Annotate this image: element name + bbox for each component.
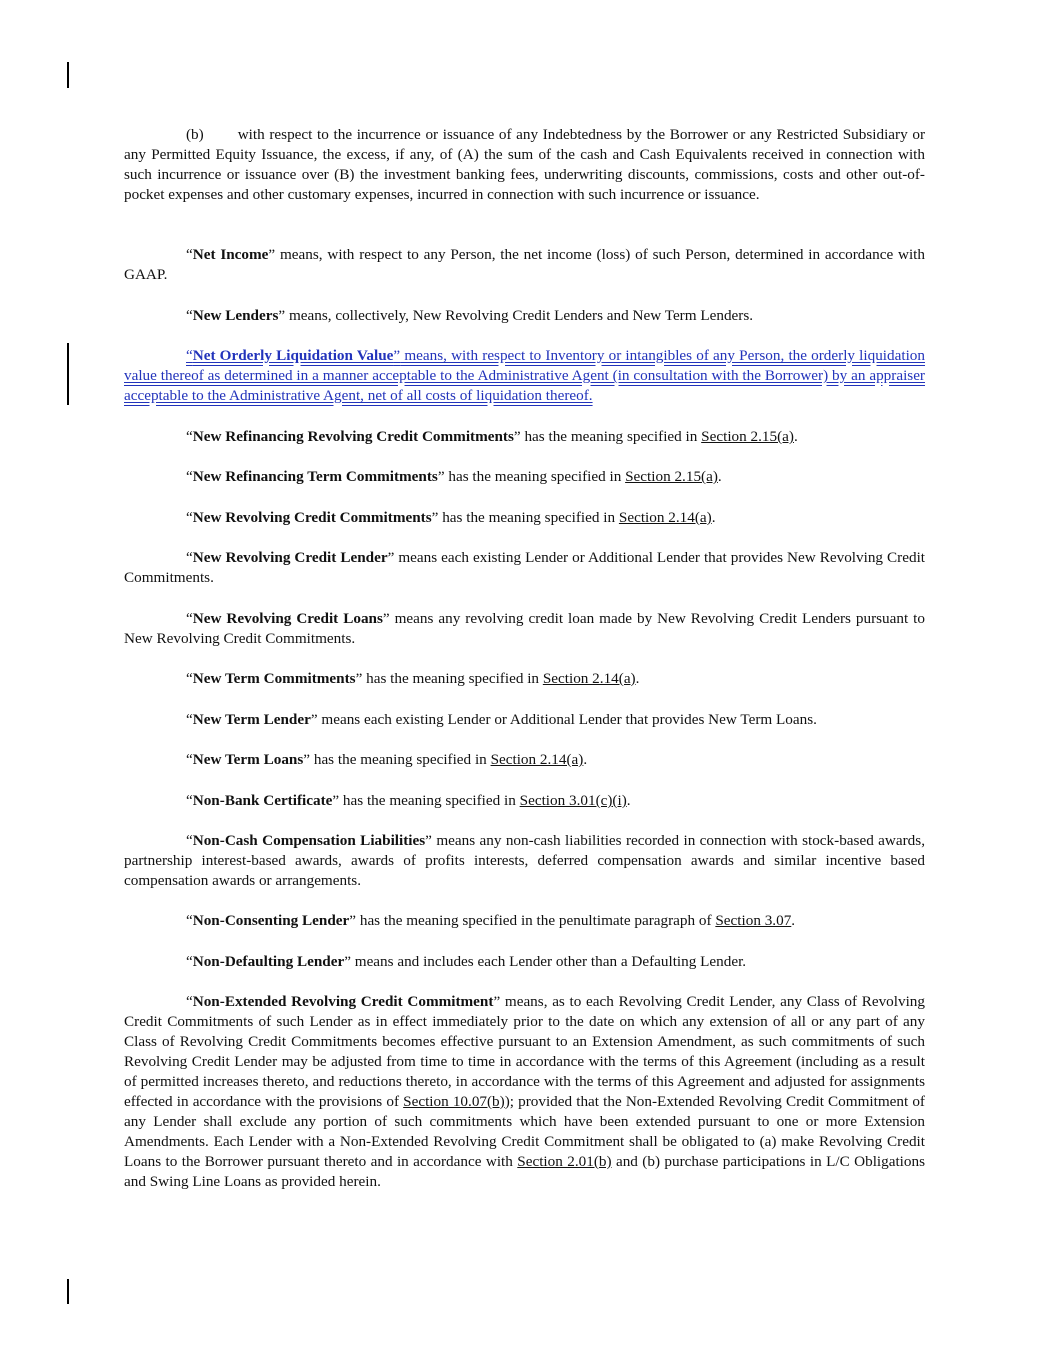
definition-text: means each existing Lender or Additional Lender that provides New Term Loans.	[317, 711, 817, 728]
defined-term: New Refinancing Term Commitments	[192, 468, 438, 485]
defined-term: Non-Extended Revolving Credit Commitment	[192, 993, 494, 1010]
change-bar-bottom	[67, 1279, 69, 1304]
definition-non-bank-certificate: “Non-Bank Certificate” has the meaning specified in Section 3.01(c)(i).	[186, 792, 631, 809]
section-reference: Section 2.14(a)	[490, 751, 584, 768]
section-reference: Section 2.15(a)	[701, 428, 794, 445]
defined-term: Non-Consenting Lender	[192, 912, 350, 929]
definition-text: and (b) purchase participations in L/C Obligations and Swing Line Loans as provided herein.	[124, 1153, 926, 1190]
definition-text: means any revolving credit loan made by New Revolving Credit Lenders pursuant to New Revolving Credit Commitments.	[124, 610, 925, 647]
definition-text: means, collectively, New Revolving Credit Lenders and New Term Lenders.	[285, 307, 754, 324]
change-bar-revision	[67, 343, 69, 405]
definition-net-income: “Net Income” means, with respect to any Person, the net income (loss) of such Person, determined in accordance with GAAP.	[124, 246, 925, 283]
section-reference: Section 2.14(a)	[618, 509, 712, 526]
definition-text: means, as to each Revolving Credit Lender, any Class of Revolving Credit Commitments of such Lender as in effect immediately prior to the date on which any extension of all or any part of any Class of Revolving Credit Commitments becomes effective pursuant to an Extension Amendment, as such commitments of such Revolving Credit Lender may be adjusted from time to time in accordance with the terms of this Agreement (including as a result of permitted increases thereto, and reductions thereto, in accordance with the terms of this Agreement and adjusted for assignments effected in accordance with the provisions of	[124, 993, 925, 1110]
defined-term: New Revolving Credit Commitments	[192, 509, 432, 526]
definition-new-revolving-credit-loans: “New Revolving Credit Loans” means any revolving credit loan made by New Revolving Credit Lenders pursuant to New Revolving Credit Commitments.	[124, 610, 925, 647]
definition-new-revolving-credit-lender: “New Revolving Credit Lender” means each existing Lender or Additional Lender that provides New Revolving Credit Commitments.	[124, 549, 926, 586]
punctuation: .	[791, 912, 796, 929]
definition-new-term-commitments: “New Term Commitments” has the meaning specified in Section 2.14(a).	[186, 670, 640, 687]
definition-new-refinancing-term-commitments: “New Refinancing Term Commitments” has the meaning specified in Section 2.15(a).	[186, 468, 722, 485]
punctuation: .	[635, 670, 640, 687]
defined-term: New Revolving Credit Loans	[192, 610, 383, 627]
section-reference: Section 3.01(c)(i)	[519, 792, 627, 809]
section-reference: Section 3.07	[715, 912, 792, 929]
definition-new-refinancing-revolving-credit-commitments: “New Refinancing Revolving Credit Commitments” has the meaning specified in Section 2.15(a).	[186, 428, 798, 445]
punctuation: .	[583, 751, 588, 768]
change-bar-top	[67, 62, 69, 88]
defined-term: Non-Cash Compensation Liabilities	[192, 832, 426, 849]
defined-term: New Term Loans	[192, 751, 304, 768]
definition-net-orderly-liquidation-value: “Net Orderly Liquidation Value” means, with respect to Inventory or intangibles of any Person, the orderly liquidation value thereof as determined in a manner acceptable to the Administrative Agent (in consultation with the Borrower) by an appraiser acceptable to the Administrative Agent, net of all costs of liquidation thereof.	[124, 347, 925, 404]
definition-text: has the meaning specified in	[444, 468, 626, 485]
section-reference: Section 2.15(a)	[625, 468, 718, 485]
definition-new-lenders: “New Lenders” means, collectively, New Revolving Credit Lenders and New Term Lenders.	[186, 307, 754, 324]
definition-text: means any non-cash liabilities recorded in connection with stock-based awards, partnership interest-based awards, awards of profits interests, deferred compensation awards and similar incentive based compensation awards or arrangements.	[124, 832, 925, 889]
section-reference: Section 2.14(a)	[542, 670, 636, 687]
section-reference: Section 2.01(b)	[517, 1153, 612, 1170]
punctuation: .	[717, 468, 722, 485]
defined-term: New Term Commitments	[192, 670, 356, 687]
definition-non-extended-revolving-credit-commitment: “Non-Extended Revolving Credit Commitment” means, as to each Revolving Credit Lender, any Class of Revolving Credit Commitments of such Lender as in effect immediately prior to the date on which any extension of all or any part of any Class of Revolving Credit Commitments becomes effective pursuant to an Extension Amendment, as such commitments of such Revolving Credit Lender may be adjusted from time to time in accordance with the terms of this Agreement (including as a result of permitted increases thereto, and reductions thereto, in accordance with the terms of this Agreement and adjusted for assignments effected in accordance with the provisions of Section 10.07(b)); provided that the Non-Extended Revolving Credit Commitment of any Lender shall exclude any portion of such commitments which have been extended pursuant to one or more Extension Amendments. Each Lender with a Non-Extended Revolving Credit Commitment shall be obligated to (a) make Revolving Credit Loans to the Borrower pursuant thereto and in accordance with Section 2.01(b) and (b) purchase participations in L/C Obligations and Swing Line Loans as provided herein.	[124, 993, 926, 1190]
definition-text: has the meaning specified in	[438, 509, 619, 526]
defined-term: Net Orderly Liquidation Value	[192, 347, 394, 364]
punctuation: .	[793, 428, 798, 445]
defined-term: New Term Lender	[192, 711, 311, 728]
definition-text: has the meaning specified in	[520, 428, 702, 445]
defined-term: Net Income	[192, 246, 269, 263]
paragraph-b	[124, 125, 925, 205]
definition-new-term-lender: “New Term Lender” means each existing Lender or Additional Lender that provides New Term Loans.	[186, 711, 817, 728]
definition-text: has the meaning specified in	[339, 792, 520, 809]
defined-term: Non-Bank Certificate	[192, 792, 333, 809]
section-reference: Section 10.07(b)	[403, 1093, 505, 1110]
paragraph-b-text: with respect to the incurrence or issuance of any Indebtedness by the Borrower or any Restricted Subsidiary or any Permitted Equity Issuance, the excess, if any, of (A) the sum of the cash and Cash Equivalents received in connection with such incurrence or issuance over (B) the investment banking fees, underwriting discounts, commissions, costs and other out-of-pocket expenses and other customary expenses, incurred in connection with such incurrence or issuance.	[124, 126, 925, 203]
definition-text: ); provided that the Non-Extended Revolving Credit Commitment of any Lender shall exclude any portion of such commitments which have been extended pursuant to one or more Extension Amendments. Each Lender with a Non-Extended Revolving Credit Commitment shall be obligated to (a) make Revolving Credit Loans to the Borrower pursuant thereto and in accordance with	[124, 1093, 925, 1170]
definition-text: means, with respect to Inventory or intangibles of any Person, the orderly liquidation value thereof as determined in a manner acceptable to the Administrative Agent (in consultation with the Borrower) by an appraiser acceptable to the Administrative Agent, net of all costs of liquidation thereof.	[124, 347, 925, 404]
defined-term: New Revolving Credit Lender	[192, 549, 388, 566]
definition-text: has the meaning specified in the penultimate paragraph of	[356, 912, 716, 929]
definition-new-revolving-credit-commitments: “New Revolving Credit Commitments” has the meaning specified in Section 2.14(a).	[186, 509, 716, 526]
defined-term: Non-Defaulting Lender	[192, 953, 345, 970]
definition-text: means, with respect to any Person, the net income (loss) of such Person, determined in accordance with GAAP.	[124, 246, 925, 283]
punctuation: .	[626, 792, 631, 809]
definition-non-cash-compensation-liabilities: “Non-Cash Compensation Liabilities” means any non-cash liabilities recorded in connection with stock-based awards, partnership interest-based awards, awards of profits interests, deferred compensation awards and similar incentive based compensation awards or arrangements.	[124, 832, 925, 889]
definition-text: has the meaning specified in	[310, 751, 491, 768]
definition-text: means and includes each Lender other than a Defaulting Lender.	[350, 953, 747, 970]
definition-text: has the meaning specified in	[362, 670, 543, 687]
punctuation: .	[711, 509, 716, 526]
definition-text: means each existing Lender or Additional Lender that provides New Revolving Credit Commitments.	[124, 549, 926, 586]
definition-non-defaulting-lender: “Non-Defaulting Lender” means and includes each Lender other than a Defaulting Lender.	[186, 953, 747, 970]
definition-non-consenting-lender: “Non-Consenting Lender” has the meaning specified in the penultimate paragraph of Section 3.07.	[186, 912, 796, 929]
paragraph-b-label: (b)	[186, 126, 204, 143]
definition-new-term-loans: “New Term Loans” has the meaning specified in Section 2.14(a).	[186, 751, 588, 768]
defined-term: New Lenders	[192, 307, 279, 324]
defined-term: New Refinancing Revolving Credit Commitments	[192, 428, 514, 445]
